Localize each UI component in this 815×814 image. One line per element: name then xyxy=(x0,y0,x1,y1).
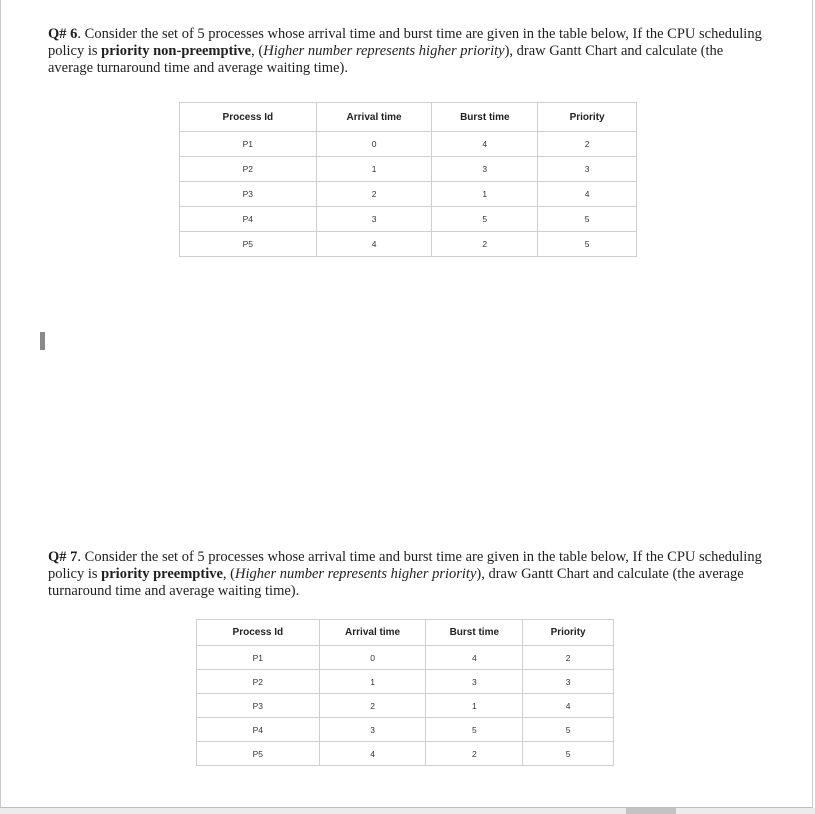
cell-arrival-time: 0 xyxy=(316,132,432,157)
cell-priority: 5 xyxy=(538,207,637,232)
cell-arrival-time: 2 xyxy=(319,694,426,718)
cell-process-id: P3 xyxy=(197,694,320,718)
header-burst-time: Burst time xyxy=(432,103,538,132)
horizontal-scrollbar[interactable] xyxy=(0,808,815,814)
cell-process-id: P4 xyxy=(197,718,320,742)
question-7-text-1: . Consider the set of 5 processes whose arrival time and burst time are given in the table below, If the CPU scheduling policy is xyxy=(48,549,762,582)
cell-process-id: P5 xyxy=(197,742,320,766)
cell-priority: 5 xyxy=(538,232,637,257)
cell-burst-time: 4 xyxy=(432,132,538,157)
table-row xyxy=(180,157,637,182)
text-cursor-marker xyxy=(40,332,45,350)
question-7-text-2: , ( xyxy=(222,566,236,582)
table-row xyxy=(180,182,637,207)
cell-burst-time: 1 xyxy=(432,182,538,207)
header-arrival-time: Arrival time xyxy=(319,620,426,646)
table-row xyxy=(197,694,614,718)
question-7-policy: priority preemptive xyxy=(101,566,223,582)
cell-process-id: P5 xyxy=(180,232,317,257)
table-header-row xyxy=(197,620,614,646)
table-row xyxy=(180,207,637,232)
cell-arrival-time: 3 xyxy=(316,207,432,232)
cell-priority: 3 xyxy=(538,157,637,182)
table-row xyxy=(180,132,637,157)
cell-arrival-time: 3 xyxy=(319,718,426,742)
question-6-number: Q# 6 xyxy=(48,26,78,42)
table-row xyxy=(197,670,614,694)
cell-priority: 4 xyxy=(538,182,637,207)
question-6-text-1: . Consider the set of 5 processes whose arrival time and burst time are given in the table below, If the CPU scheduling policy is xyxy=(48,26,762,59)
question-6 xyxy=(48,26,768,77)
cell-arrival-time: 1 xyxy=(316,157,432,182)
cell-burst-time: 1 xyxy=(426,694,523,718)
cell-priority: 5 xyxy=(523,718,614,742)
cell-priority: 2 xyxy=(538,132,637,157)
cell-burst-time: 4 xyxy=(426,646,523,670)
question-6-text-2: , ( xyxy=(251,43,264,59)
cell-arrival-time: 0 xyxy=(319,646,426,670)
cell-burst-time: 2 xyxy=(426,742,523,766)
table-header-row xyxy=(180,103,637,132)
cell-process-id: P3 xyxy=(180,182,317,207)
cell-priority: 2 xyxy=(523,646,614,670)
header-arrival-time: Arrival time xyxy=(316,103,432,132)
question-7-priority-note: Higher number represents higher priority xyxy=(235,566,477,582)
question-7 xyxy=(48,549,778,600)
cell-burst-time: 5 xyxy=(426,718,523,742)
cell-arrival-time: 4 xyxy=(316,232,432,257)
cell-process-id: P2 xyxy=(180,157,317,182)
process-table-q6 xyxy=(179,102,637,257)
header-priority: Priority xyxy=(523,620,614,646)
cell-burst-time: 2 xyxy=(432,232,538,257)
cell-burst-time: 3 xyxy=(432,157,538,182)
cell-process-id: P2 xyxy=(197,670,320,694)
header-process-id: Process Id xyxy=(180,103,317,132)
table-row xyxy=(197,742,614,766)
table-row xyxy=(180,232,637,257)
cell-burst-time: 3 xyxy=(426,670,523,694)
scrollbar-thumb[interactable] xyxy=(626,808,676,814)
cell-process-id: P1 xyxy=(180,132,317,157)
cell-arrival-time: 4 xyxy=(319,742,426,766)
table-row xyxy=(197,718,614,742)
question-6-policy: priority non-preemptive xyxy=(101,43,252,59)
header-burst-time: Burst time xyxy=(426,620,523,646)
header-priority: Priority xyxy=(538,103,637,132)
question-6-priority-note: Higher number represents higher priority xyxy=(263,43,505,59)
cell-priority: 4 xyxy=(523,694,614,718)
cell-arrival-time: 2 xyxy=(316,182,432,207)
question-7-number: Q# 7 xyxy=(48,549,78,565)
cell-arrival-time: 1 xyxy=(319,670,426,694)
cell-priority: 3 xyxy=(523,670,614,694)
process-table-q7 xyxy=(196,619,614,766)
cell-burst-time: 5 xyxy=(432,207,538,232)
cell-process-id: P1 xyxy=(197,646,320,670)
question-6-text-3: ), draw Gantt Chart and calculate (the average turnaround time and average waiting time). xyxy=(48,43,724,76)
header-process-id: Process Id xyxy=(197,620,320,646)
question-7-text-3: ), draw Gantt Chart and calculate (the average turnaround time and average waiting time). xyxy=(48,566,744,599)
cell-process-id: P4 xyxy=(180,207,317,232)
table-row xyxy=(197,646,614,670)
cell-priority: 5 xyxy=(523,742,614,766)
